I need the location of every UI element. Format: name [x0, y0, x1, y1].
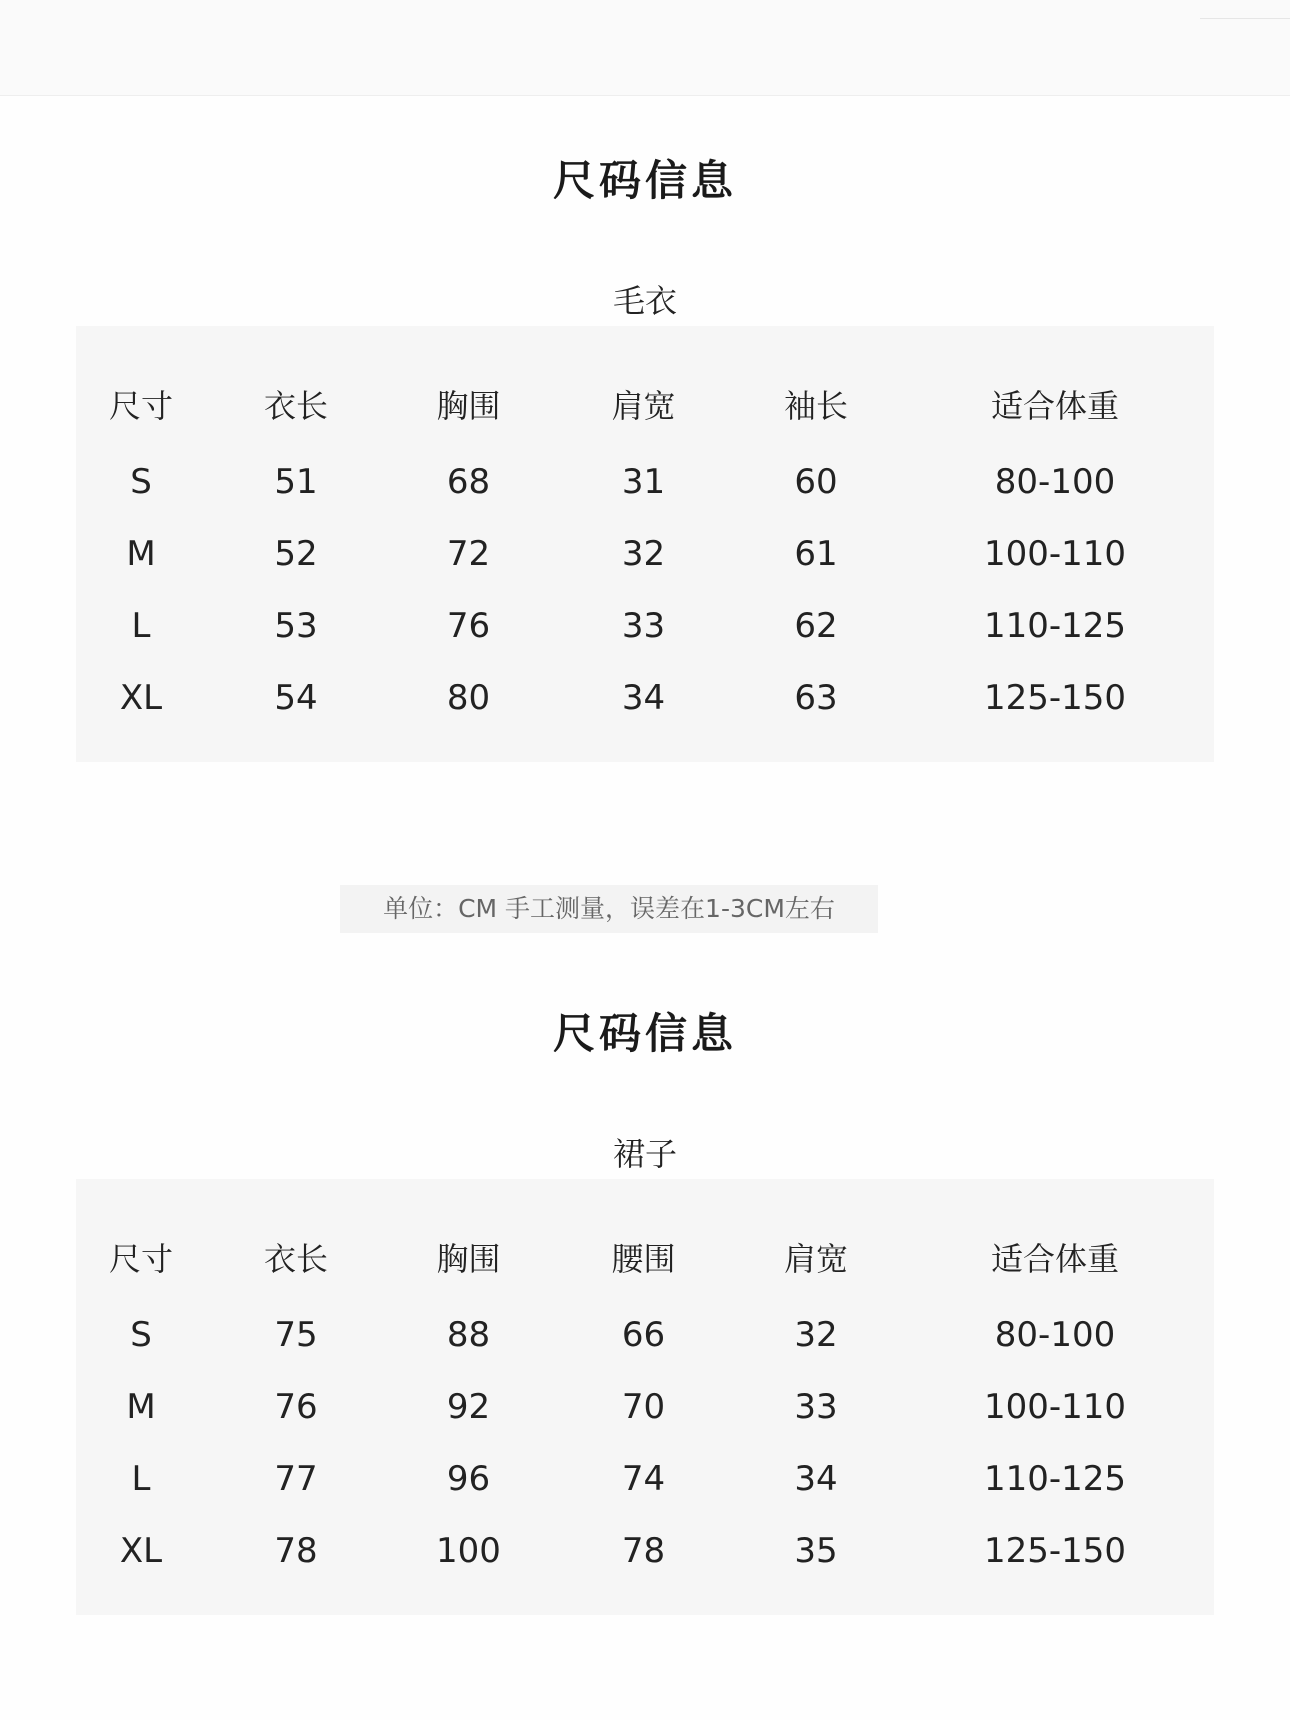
header-cell: 适合体重 [990, 1240, 1119, 1278]
table-row [76, 518, 1214, 590]
table-cell: 70 [621, 1387, 666, 1427]
table-padding [76, 734, 1214, 762]
table-cell: 31 [621, 462, 666, 502]
size-cell: S [130, 462, 152, 502]
section-subtitle-skirt: 裙子 [612, 1135, 677, 1173]
size-cell: M [126, 1387, 156, 1427]
table-cell: 110-125 [983, 606, 1127, 646]
size-cell: XL [119, 1531, 163, 1571]
table-row [76, 590, 1214, 662]
table-cell: 78 [274, 1531, 318, 1571]
table-cell: 100-110 [983, 534, 1127, 574]
table-cell: 80-100 [994, 1315, 1116, 1355]
table-cell: 100-110 [983, 1387, 1127, 1427]
table-cell: 76 [446, 606, 491, 646]
table-cell: 80-100 [994, 462, 1116, 502]
header-cell: 肩宽 [611, 387, 676, 425]
table-cell: 52 [274, 534, 318, 574]
table-cell: 54 [274, 678, 318, 718]
table-row [76, 662, 1214, 734]
table-row [76, 446, 1214, 518]
table-row [76, 1443, 1214, 1515]
table-cell: 76 [274, 1387, 318, 1427]
section-subtitle-sweater: 毛衣 [612, 282, 677, 320]
table-cell: 88 [446, 1315, 491, 1355]
size-cell: L [131, 606, 151, 646]
table-padding [76, 1587, 1214, 1615]
size-cell: M [126, 534, 156, 574]
table-cell: 78 [621, 1531, 666, 1571]
table-cell: 110-125 [983, 1459, 1127, 1499]
table-cell: 77 [274, 1459, 318, 1499]
size-table-skirt [76, 1179, 1214, 1615]
header-cell: 腰围 [611, 1240, 676, 1278]
header-cell: 尺寸 [108, 387, 173, 425]
table-cell: 32 [794, 1315, 838, 1355]
table-cell: 51 [274, 462, 318, 502]
header-cell: 衣长 [263, 387, 328, 425]
table-cell: 68 [446, 462, 491, 502]
size-cell: XL [119, 678, 163, 718]
table-cell: 75 [274, 1315, 318, 1355]
header-cell: 胸围 [436, 1240, 501, 1278]
table-cell: 63 [794, 678, 838, 718]
table-row [76, 1371, 1214, 1443]
table-cell: 72 [446, 534, 491, 574]
table-row [76, 1299, 1214, 1371]
size-cell: L [131, 1459, 151, 1499]
table-cell: 80 [446, 678, 491, 718]
table-cell: 96 [446, 1459, 491, 1499]
table-cell: 92 [446, 1387, 491, 1427]
size-cell: S [130, 1315, 152, 1355]
header-cell: 衣长 [263, 1240, 328, 1278]
table-cell: 74 [621, 1459, 666, 1499]
header-cell: 肩宽 [783, 1240, 848, 1278]
table-cell: 100 [436, 1531, 501, 1571]
header-cell: 袖长 [783, 387, 848, 425]
table-cell: 34 [794, 1459, 838, 1499]
top-bar [0, 0, 1290, 96]
table-cell: 33 [621, 606, 666, 646]
table-padding [76, 326, 1214, 362]
table-cell: 62 [794, 606, 838, 646]
header-cell: 胸围 [436, 387, 501, 425]
section-title-sweater: 尺码信息 [552, 156, 737, 205]
table-header-row [76, 1215, 1214, 1299]
table-cell: 125-150 [983, 1531, 1127, 1571]
table-cell: 53 [274, 606, 318, 646]
table-cell: 32 [621, 534, 666, 574]
table-cell: 125-150 [983, 678, 1127, 718]
table-cell: 34 [621, 678, 666, 718]
table-cell: 60 [794, 462, 838, 502]
table-cell: 66 [621, 1315, 666, 1355]
section-title-skirt: 尺码信息 [552, 1009, 737, 1058]
measurement-note: 单位：CM 手工测量，误差在1-3CM左右 [340, 885, 878, 933]
table-header-row [76, 362, 1214, 446]
header-cell: 尺寸 [108, 1240, 173, 1278]
table-cell: 35 [794, 1531, 838, 1571]
table-row [76, 1515, 1214, 1587]
header-cell: 适合体重 [990, 387, 1119, 425]
table-cell: 61 [794, 534, 838, 574]
size-table-sweater [76, 326, 1214, 762]
table-cell: 33 [794, 1387, 838, 1427]
top-divider [1200, 18, 1290, 19]
table-padding [76, 1179, 1214, 1215]
